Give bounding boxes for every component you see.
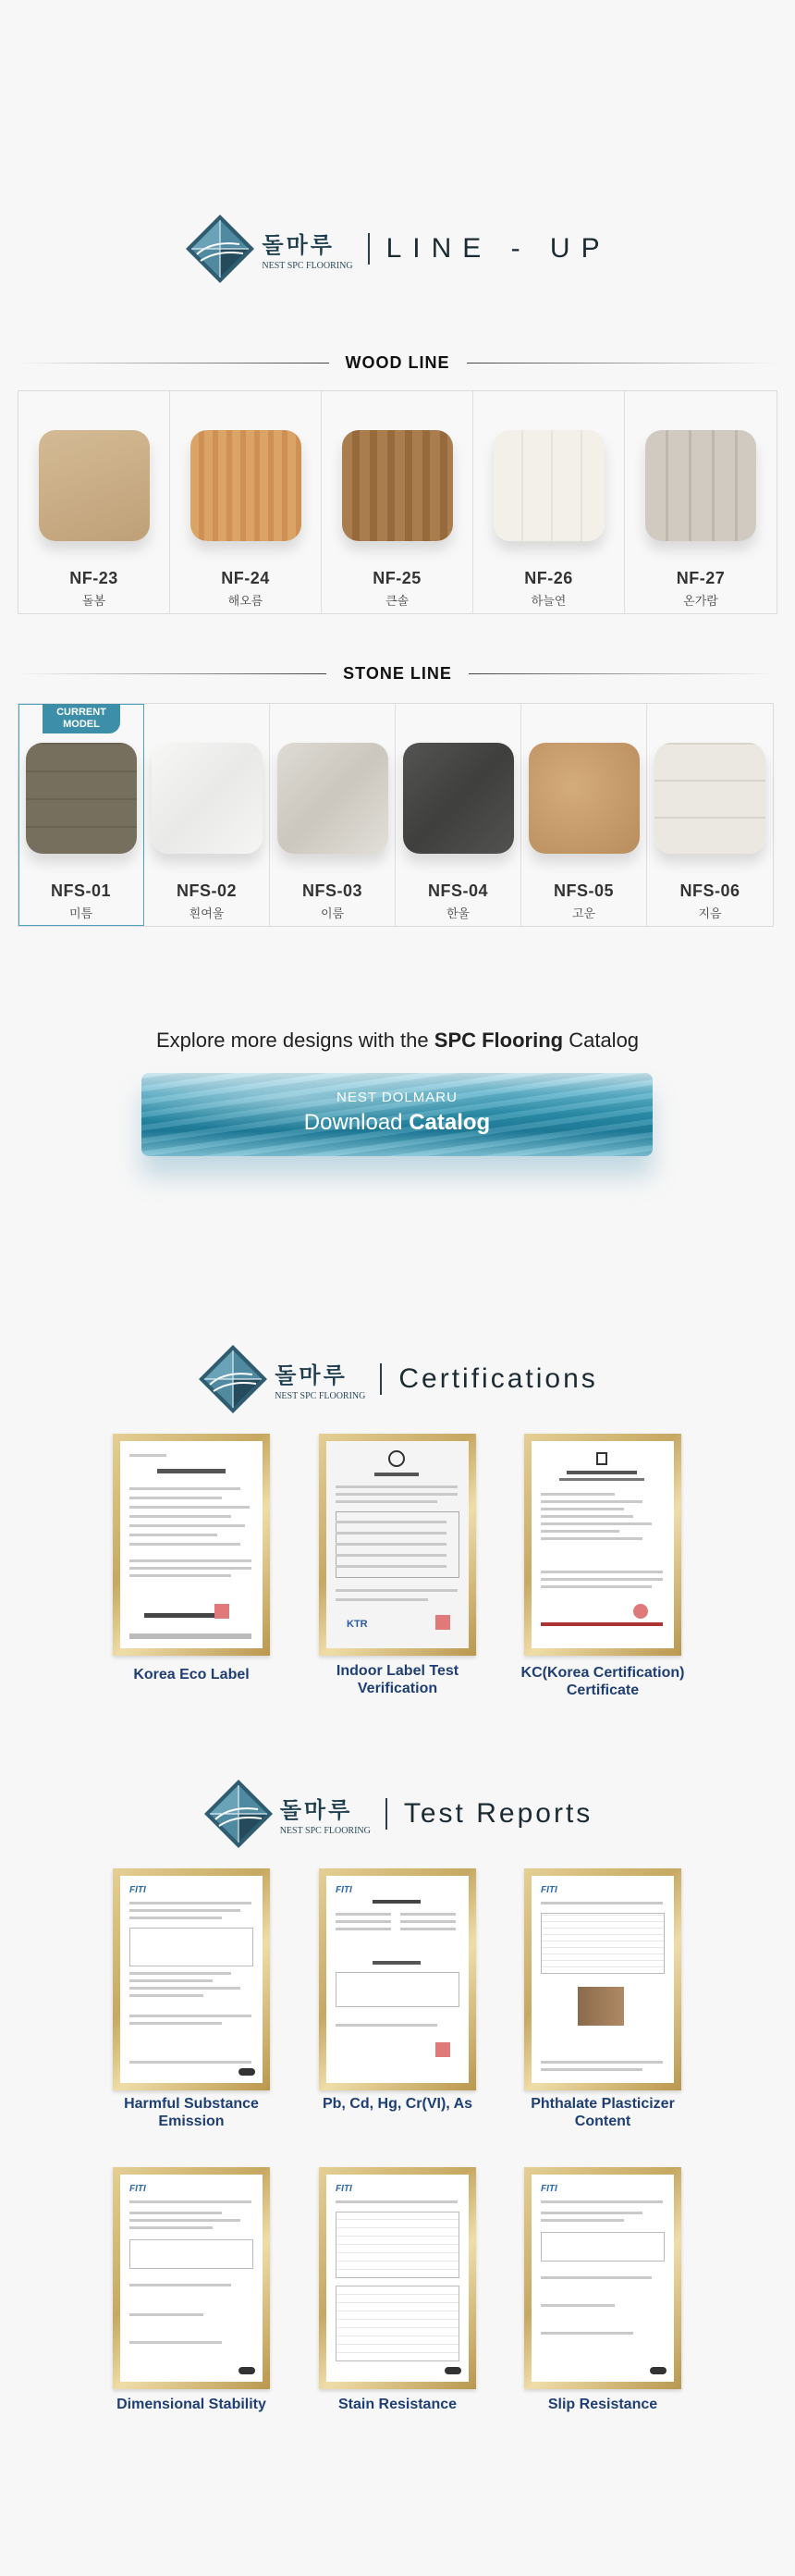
cert-label-kc: KC(Korea Certification) Certificate	[520, 1665, 685, 1698]
product-code: NF-27	[676, 569, 726, 587]
product-name: 이룸	[320, 907, 345, 921]
product-code: NFS-04	[427, 881, 488, 900]
product-code: NFS-02	[176, 881, 237, 900]
fiti-logo-icon: FITI	[129, 1885, 146, 1895]
fiti-logo-icon: FITI	[336, 2184, 352, 2194]
explore-catalog-text	[0, 1029, 795, 1053]
document-page	[120, 1876, 263, 2083]
product-name: 미틈	[68, 907, 93, 921]
product-swatch	[645, 430, 756, 541]
product-card-nfs-05[interactable]	[521, 704, 647, 926]
product-card-nf-23[interactable]	[18, 391, 170, 613]
brand-wordmark	[280, 1792, 371, 1836]
product-swatch	[529, 743, 640, 854]
product-card-nfs-06[interactable]	[647, 704, 773, 926]
brand-name-ko: 돌마루	[262, 232, 335, 258]
product-name: 해오름	[227, 595, 263, 609]
document-page	[532, 1876, 674, 2083]
report-label-stain: Stain Resistance	[337, 2397, 458, 2412]
cert-doc-kc[interactable]	[524, 1434, 681, 1656]
download-catalog-button[interactable]	[141, 1073, 653, 1156]
brand-divider	[380, 1363, 382, 1395]
catalog-button-label	[141, 1110, 653, 1136]
product-swatch	[494, 430, 605, 541]
test-reports-title: Test Reports	[403, 1798, 593, 1829]
product-swatch	[277, 743, 388, 854]
document-page	[326, 1441, 469, 1648]
fiti-logo-icon: FITI	[129, 2184, 146, 2194]
product-card-nfs-04[interactable]	[396, 704, 521, 926]
brand-name-ko: 돌마루	[279, 1797, 353, 1823]
cert-label-indoor: Indoor Label Test Verification	[336, 1663, 459, 1696]
red-seal-icon	[633, 1604, 648, 1619]
certifications-header	[0, 1343, 795, 1415]
product-name: 고운	[571, 907, 596, 921]
ktr-emblem-icon	[388, 1450, 405, 1467]
stone-line-label: STONE LINE	[343, 663, 452, 683]
catalog-button-bold: Catalog	[409, 1110, 491, 1135]
product-swatch	[403, 743, 514, 854]
certifications-title: Certifications	[398, 1363, 598, 1394]
brand-name-en: NEST SPC FLOORING	[275, 1391, 366, 1401]
lineup-title: LINE - UP	[385, 233, 611, 264]
wood-line-grid	[18, 390, 777, 614]
report-label-phthalate: Phthalate Plasticizer Content	[531, 2096, 675, 2129]
fiti-logo-icon: FITI	[336, 1885, 352, 1895]
product-code: NFS-01	[50, 881, 111, 900]
product-card-nfs-01[interactable]	[18, 704, 144, 926]
product-card-nfs-02[interactable]	[144, 704, 270, 926]
product-code: NF-25	[373, 569, 422, 587]
brand-name-en: NEST SPC FLOORING	[262, 261, 353, 271]
product-name: 온가람	[683, 595, 718, 609]
product-code: NF-24	[221, 569, 270, 587]
report-doc-stain-resistance[interactable]	[319, 2167, 476, 2389]
red-seal-icon	[214, 1604, 229, 1619]
dolmaru-logo-icon	[202, 1778, 275, 1850]
cert-doc-eco-label[interactable]	[113, 1434, 270, 1656]
product-name: 큰솔	[385, 595, 410, 609]
product-name: 지음	[698, 907, 722, 921]
product-code: NFS-06	[679, 881, 740, 900]
product-name: 흰여울	[189, 907, 225, 921]
product-swatch	[190, 430, 301, 541]
report-doc-slip-resistance[interactable]	[524, 2167, 681, 2389]
explore-prefix: Explore more designs with the	[155, 1029, 434, 1052]
report-doc-dimensional-stability[interactable]	[113, 2167, 270, 2389]
product-swatch	[26, 743, 137, 854]
dolmaru-logo-icon	[197, 1343, 269, 1415]
report-label-slip: Slip Resistance	[547, 2397, 658, 2412]
catalog-button-prefix: Download	[303, 1110, 410, 1135]
document-page	[326, 2175, 469, 2382]
fiti-logo-icon: FITI	[541, 1885, 557, 1895]
product-name: 돌봄	[81, 595, 106, 609]
explore-bold: SPC Flooring	[434, 1029, 564, 1052]
stone-line-grid	[18, 703, 774, 927]
red-seal-icon	[435, 2042, 450, 2057]
test-reports-header	[0, 1778, 795, 1850]
brand-name-ko: 돌마루	[275, 1362, 348, 1388]
dolmaru-logo-icon	[184, 213, 256, 285]
fiti-logo-icon: FITI	[541, 2184, 557, 2194]
red-seal-icon	[435, 1615, 450, 1630]
product-name: 한울	[446, 907, 471, 921]
brand-divider	[368, 233, 370, 265]
product-code: NF-26	[524, 569, 573, 587]
product-code: NF-23	[69, 569, 118, 587]
brand-divider	[385, 1798, 387, 1830]
report-doc-heavy-metals[interactable]	[319, 1868, 476, 2090]
product-code: NFS-03	[301, 881, 362, 900]
report-doc-harmful-substance[interactable]	[113, 1868, 270, 2090]
cert-label-eco: Korea Eco Label	[133, 1667, 250, 1682]
product-card-nfs-03[interactable]	[270, 704, 396, 926]
product-card-nf-27[interactable]	[625, 391, 777, 613]
ktr-logo-icon: KTR	[347, 1619, 368, 1630]
report-doc-phthalate[interactable]	[524, 1868, 681, 2090]
document-page	[326, 1876, 469, 2083]
product-card-nf-25[interactable]	[322, 391, 473, 613]
sample-photo	[578, 1987, 624, 2026]
document-page	[532, 1441, 674, 1648]
product-code: NFS-05	[553, 881, 614, 900]
product-card-nf-24[interactable]	[170, 391, 322, 613]
product-swatch	[342, 430, 453, 541]
heading-rule-left	[18, 363, 329, 364]
wood-line-heading	[18, 353, 777, 372]
brand-name-en: NEST SPC FLOORING	[279, 1826, 371, 1836]
document-page	[120, 2175, 263, 2382]
product-card-nf-26[interactable]	[473, 391, 625, 613]
wood-line-label: WOOD LINE	[345, 352, 450, 372]
heading-rule-left	[18, 673, 326, 674]
report-label-harmful: Harmful Substance Emission	[124, 2096, 259, 2129]
explore-suffix: Catalog	[563, 1029, 640, 1052]
brand-wordmark	[275, 1357, 365, 1401]
cert-doc-indoor-label[interactable]	[319, 1434, 476, 1656]
brand-wordmark	[262, 227, 352, 271]
document-page	[532, 2175, 674, 2382]
stone-line-heading	[18, 664, 777, 683]
lineup-header	[0, 213, 795, 285]
catalog-button-subtitle: NEST DOLMARU	[336, 1090, 458, 1105]
document-page	[120, 1441, 263, 1648]
report-label-heavy-metals: Pb, Cd, Hg, Cr(VI), As	[322, 2096, 473, 2112]
current-model-badge: CURRENT MODEL	[43, 704, 120, 733]
product-swatch	[152, 743, 263, 854]
product-swatch	[39, 430, 150, 541]
product-swatch	[654, 743, 765, 854]
heading-rule-right	[469, 673, 777, 674]
report-label-dimensional: Dimensional Stability	[116, 2397, 266, 2412]
heading-rule-right	[467, 363, 777, 364]
product-name: 하늘연	[531, 595, 567, 609]
kc-mark-icon	[596, 1452, 607, 1465]
